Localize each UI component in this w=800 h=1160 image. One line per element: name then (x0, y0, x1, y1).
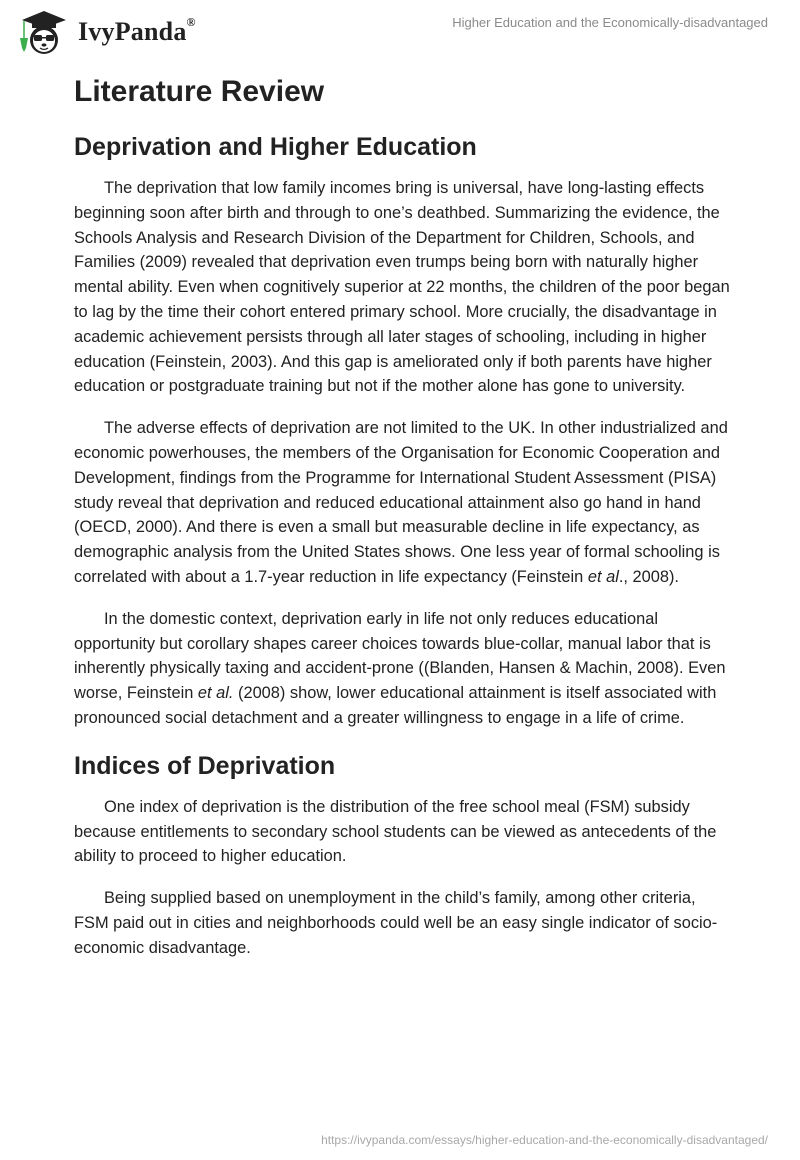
paragraph: The deprivation that low family incomes bring is universal, have long-lasting effects beginning soon after birth and through to one’s deathbed. Summarizing the evidence, the Schools Analysis and Research Division of the Department for Children, Schools, and Families (2009) revealed that deprivation even trumps being born with naturally higher mental ability. Even when cognitively superior at 22 months, the children of the poor began to lag by the time their cohort entered primary school. More crucially, the disadvantage in academic achievement persists through all later stages of schooling, including in higher education (Feinstein, 2003). And this gap is ameliorated only if both parents have higher education or postgraduate training but not if the mother alone has gone to university. (74, 179, 730, 396)
paragraph: Being supplied based on unemployment in the child’s family, among other criteria, FSM paid out in cities and neighborhoods could well be an easy single indicator of socio-economic disadvantage. (74, 889, 718, 957)
paragraph: The adverse effects of deprivation are not limited to the UK. In other industrialized and economic powerhouses, the members of the Organisation for Economic Cooperation and Development, findings from the Programme for International Student Assessment (PISA) study reveal that deprivation and reduced educational attainment also go hand in hand (OECD, 2000). And there is even a small but measurable decline in life expectancy, as demographic analysis from the United States shows. One less year of formal schooling is correlated with about a 1.7-year reduction in life expectancy (Feinstein et al., 2008). (74, 419, 728, 586)
paragraph: In the domestic context, deprivation early in life not only reduces educational opportunity but corollary shapes career choices towards blue-collar, manual labor that is inherently physically taxing and accident-prone ((Blanden, Hansen & Machin, 2008). Even worse, Feinstein et al. (2008) show, lower educational attainment is itself associated with pronounced social detachment and a greater willingness to engage in a life of crime. (74, 609, 726, 727)
page-header (0, 0, 800, 60)
ivypanda-logo[interactable] (14, 8, 196, 56)
page-title: Literature Review (74, 75, 325, 108)
document-title: Higher Education and the Economically-disadvantaged (452, 15, 768, 30)
panda-graduate-icon (14, 8, 72, 56)
source-url-link[interactable]: https://ivypanda.com/essays/higher-education-and-the-economically-disadvantaged/ (321, 1133, 768, 1147)
logo-text: IvyPanda® (78, 15, 196, 46)
article-body (74, 72, 734, 961)
section-heading-indices: Indices of Deprivation (74, 751, 336, 780)
paragraph: One index of deprivation is the distribution of the free school meal (FSM) subsidy because entitlements to secondary school students can be viewed as antecedents of the ability to proceed to higher education. (74, 797, 717, 866)
section-heading-deprivation: Deprivation and Higher Education (74, 133, 477, 161)
